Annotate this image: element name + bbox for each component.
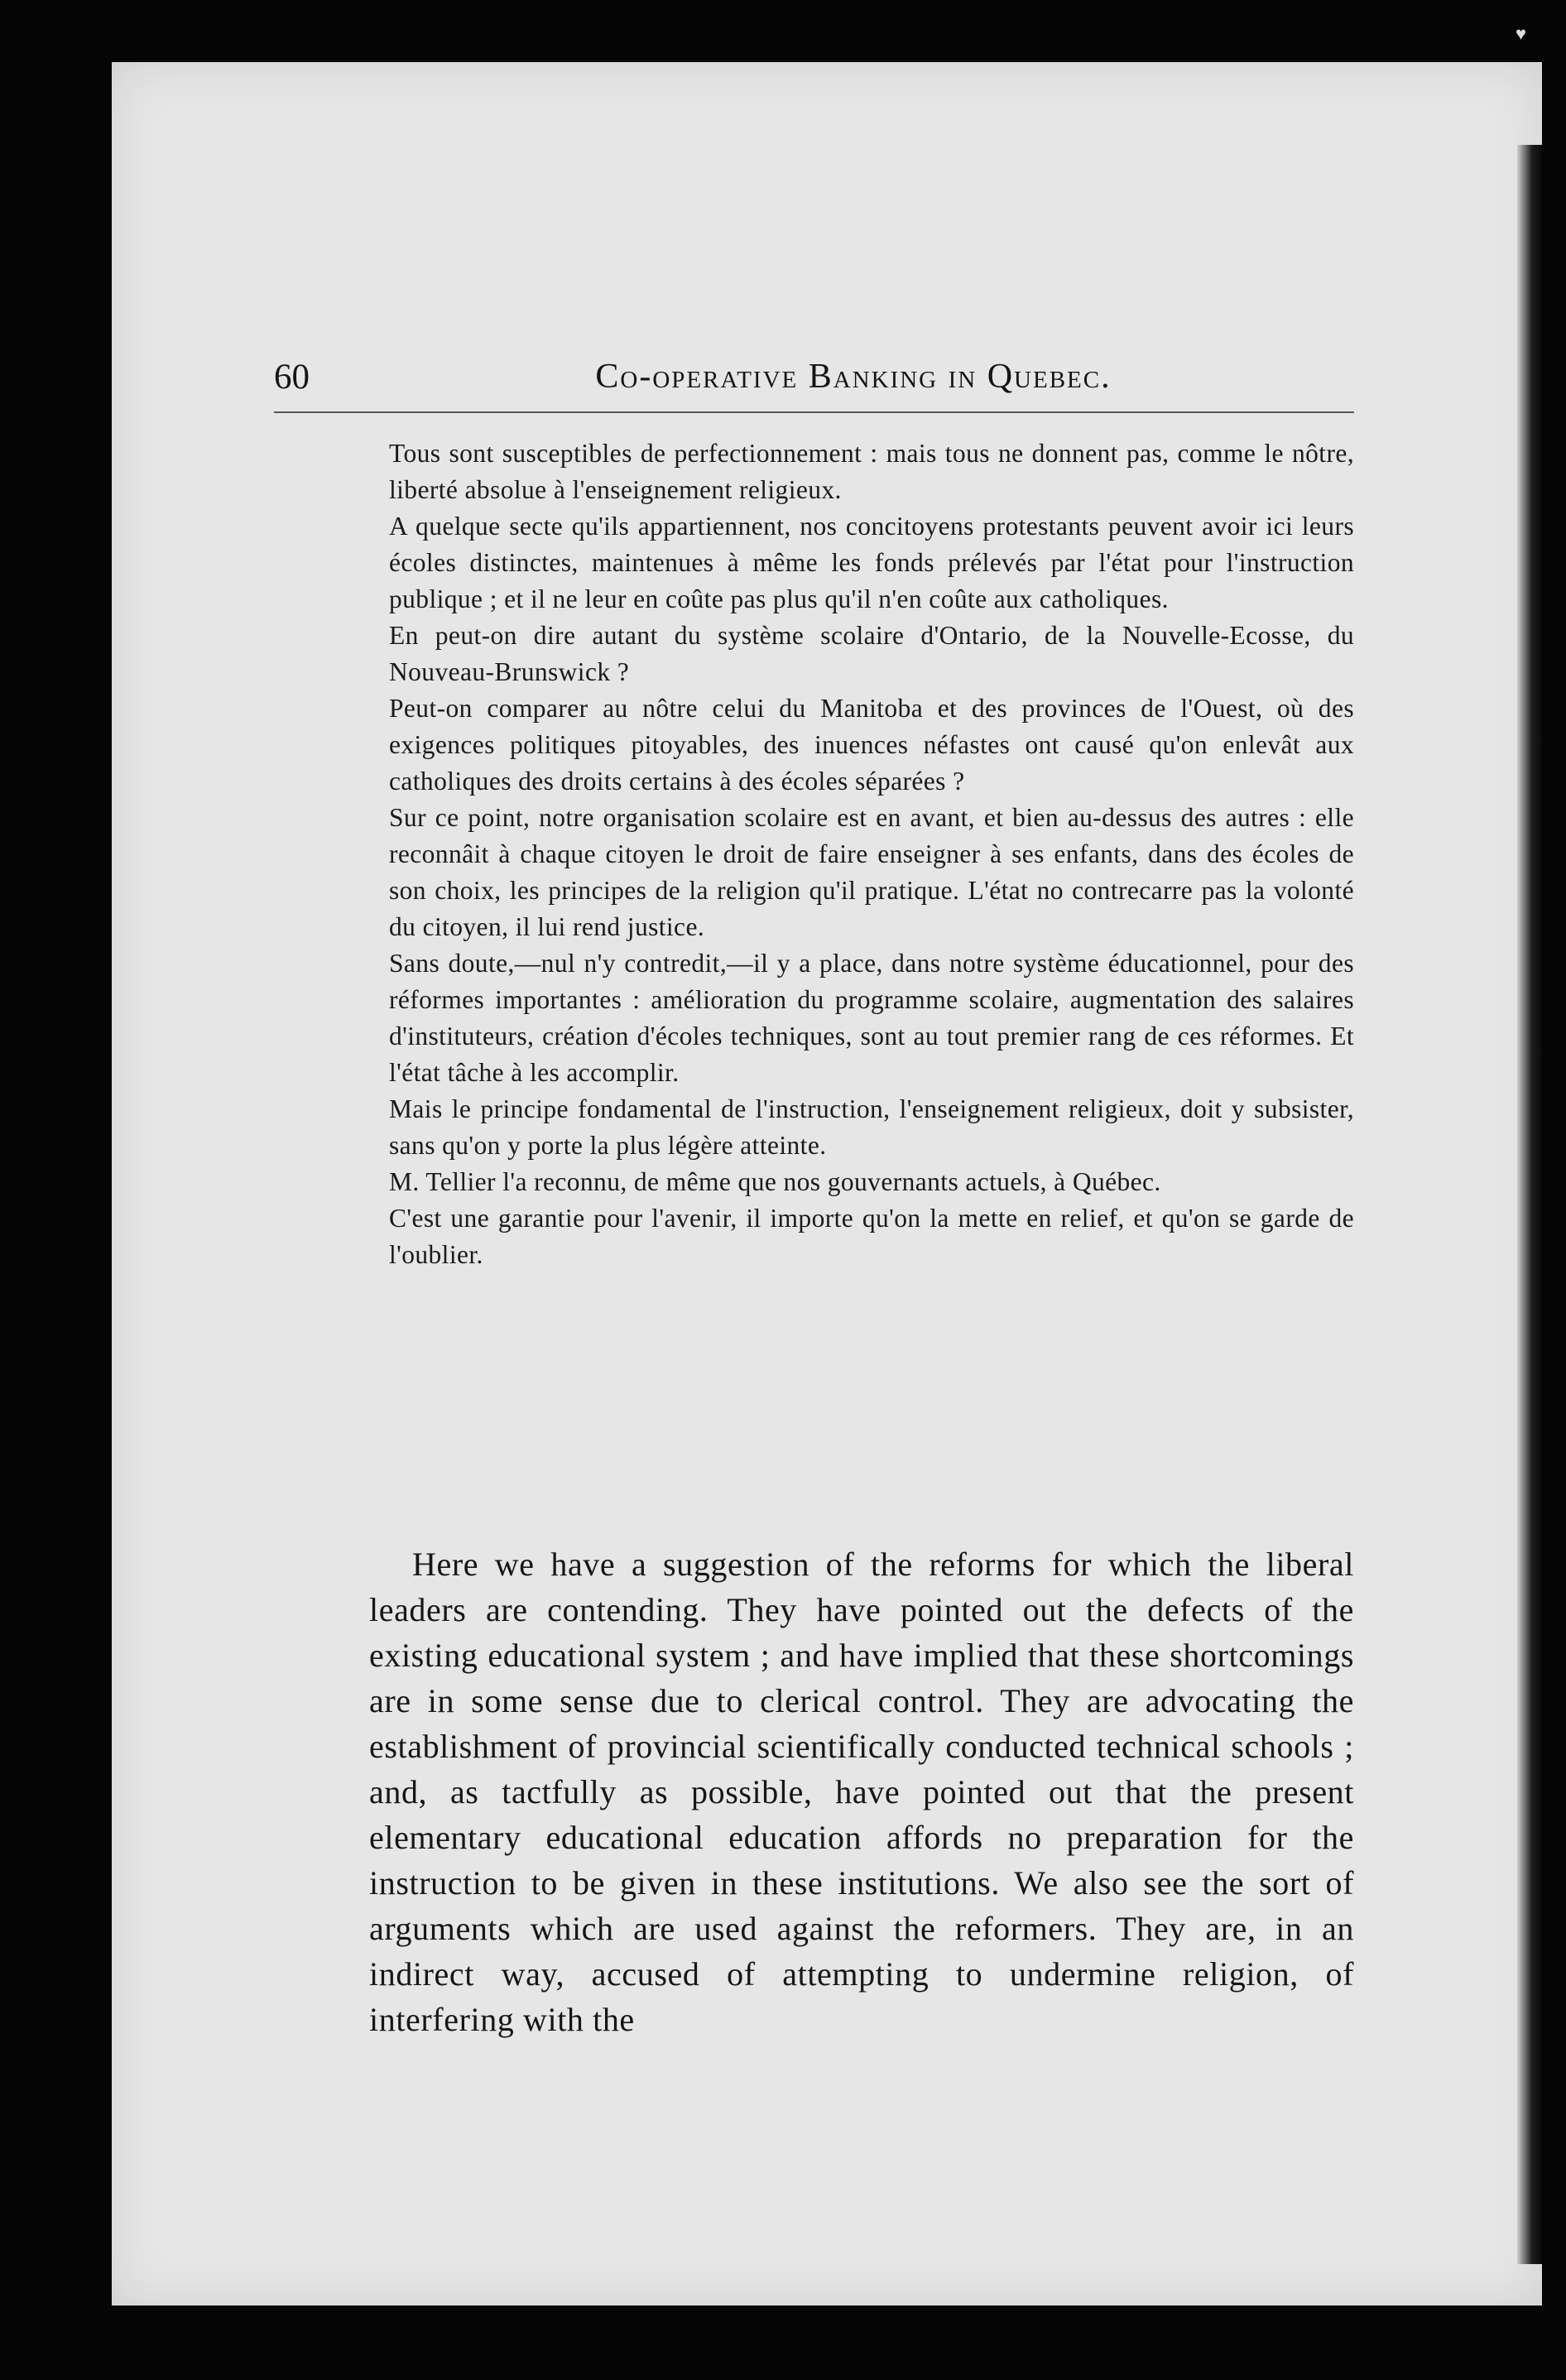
quote-paragraph: En peut-on dire autant du système scolaire d'Ontario, de la Nouvelle-Ecosse, du Nouveau-Brunswick ? (389, 621, 1354, 686)
page-header (274, 352, 1354, 413)
running-title: Co-operative Banking in Quebec. (595, 358, 1112, 396)
quote-paragraph: A quelque secte qu'ils appartiennent, nos concitoyens protestants peuvent avoir ici leurs écoles distinctes, maintenues à même les fonds prélevés par l'état pour l'instruction publique ; et il ne leur en coûte pas plus qu'il n'en coûte aux catholiques. (389, 512, 1354, 613)
page-edge-shadow (1517, 145, 1542, 2264)
french-quotation (389, 435, 1354, 1273)
quote-paragraph: Sans doute,—nul n'y contredit,—il y a place, dans notre système éducationnel, pour des réformes importantes : amélioration du programme scolaire, augmentation des salaires d'instituteurs, création d'écoles techniques, sont au tout premier rang de ces réformes. Et l'état tâche à les accomplir. (389, 949, 1354, 1087)
quote-paragraph: Tous sont susceptibles de perfectionnement : mais tous ne donnent pas, comme le nôtre, liberté absolue à l'enseignement religieux. (389, 439, 1354, 504)
body-paragraph: Here we have a suggestion of the reforms for which the liberal leaders are contending. They have pointed out the defects of the existing educational system ; and have implied that these shortcomings are in some sense due to clerical control. They are advocating the establishment of provincial scientifically conducted technical schools ; and, as tactfully as possible, have pointed out that the present elementary educational education affords no preparation for the instruction to be given in these institutions. We also see the sort of arguments which are used against the reformers. They are, in an indirect way, accused of attempting to undermine religion, of interfering with the (369, 1546, 1354, 2038)
quote-paragraph: Mais le principe fondamental de l'instruction, l'enseignement religieux, doit y subsister, sans qu'on y porte la plus légère atteinte. (389, 1094, 1354, 1160)
quote-paragraph: Peut-on comparer au nôtre celui du Manitoba et des provinces de l'Ouest, où des exigences politiques pitoyables, des inuences néfastes ont causé qu'on enlevât aux catholiques des droits certains à des écoles séparées ? (389, 694, 1354, 796)
page-number: 60 (274, 358, 310, 397)
quote-paragraph: M. Tellier l'a reconnu, de même que nos gouvernants actuels, à Québec. (389, 1167, 1161, 1196)
body-text (369, 1541, 1354, 2042)
scan-mark: ♥ (1515, 23, 1526, 44)
quote-paragraph: Sur ce point, notre organisation scolaire est en avant, et bien au-dessus des autres : elle reconnâit à chaque citoyen le droit de faire enseigner à ses enfants, dans des écoles de son choix, les principes de la religion qu'il pratique. L'état no contrecarre pas la volonté du citoyen, il lui rend justice. (389, 803, 1354, 941)
quote-paragraph: C'est une garantie pour l'avenir, il importe qu'on la mette en relief, et qu'on se garde de l'oublier. (389, 1204, 1354, 1269)
